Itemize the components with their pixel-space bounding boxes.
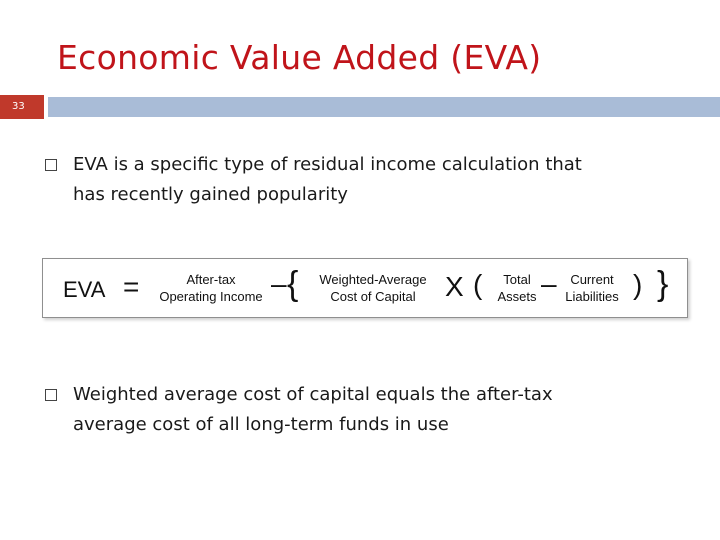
formula-minus: – — [271, 268, 287, 299]
term-line: Operating Income — [159, 289, 263, 304]
formula-times: X — [445, 271, 464, 302]
slide-number: 33 — [12, 101, 25, 112]
formula-paren-open: ( — [473, 269, 483, 300]
formula-term-operating-income — [153, 271, 269, 305]
term-line: After-tax — [186, 272, 236, 287]
term-line: Cost of Capital — [330, 289, 416, 304]
term-line: Assets — [497, 289, 537, 304]
bullet-item — [45, 150, 582, 210]
bullet-text: EVA is a specific type of residual income calculation that has recently gained popularity — [73, 154, 582, 205]
bullet-square-icon — [45, 389, 57, 401]
formula-term-wacc — [309, 271, 437, 305]
eva-formula — [42, 258, 688, 318]
term-line: Current — [570, 272, 614, 287]
bullet-text: Weighted average cost of capital equals the after-tax average cost of all long-term funds in use — [73, 384, 553, 435]
bullet-square-icon — [45, 159, 57, 171]
term-line: Liabilities — [565, 289, 619, 304]
formula-lhs: EVA — [63, 277, 106, 302]
formula-brace-open: { — [287, 265, 299, 303]
term-line: Weighted-Average — [319, 272, 427, 287]
bullet-item — [45, 380, 553, 440]
formula-term-total-assets — [489, 271, 545, 305]
formula-equals: = — [123, 271, 140, 302]
formula-term-current-liabilities — [557, 271, 627, 305]
formula-paren-close: ) — [633, 269, 643, 300]
term-line: Total — [503, 272, 531, 287]
formula-minus: – — [541, 268, 557, 299]
formula-brace-close: } — [657, 265, 669, 303]
header-rule — [48, 97, 720, 117]
slide-title: Economic Value Added (EVA) — [57, 38, 542, 77]
